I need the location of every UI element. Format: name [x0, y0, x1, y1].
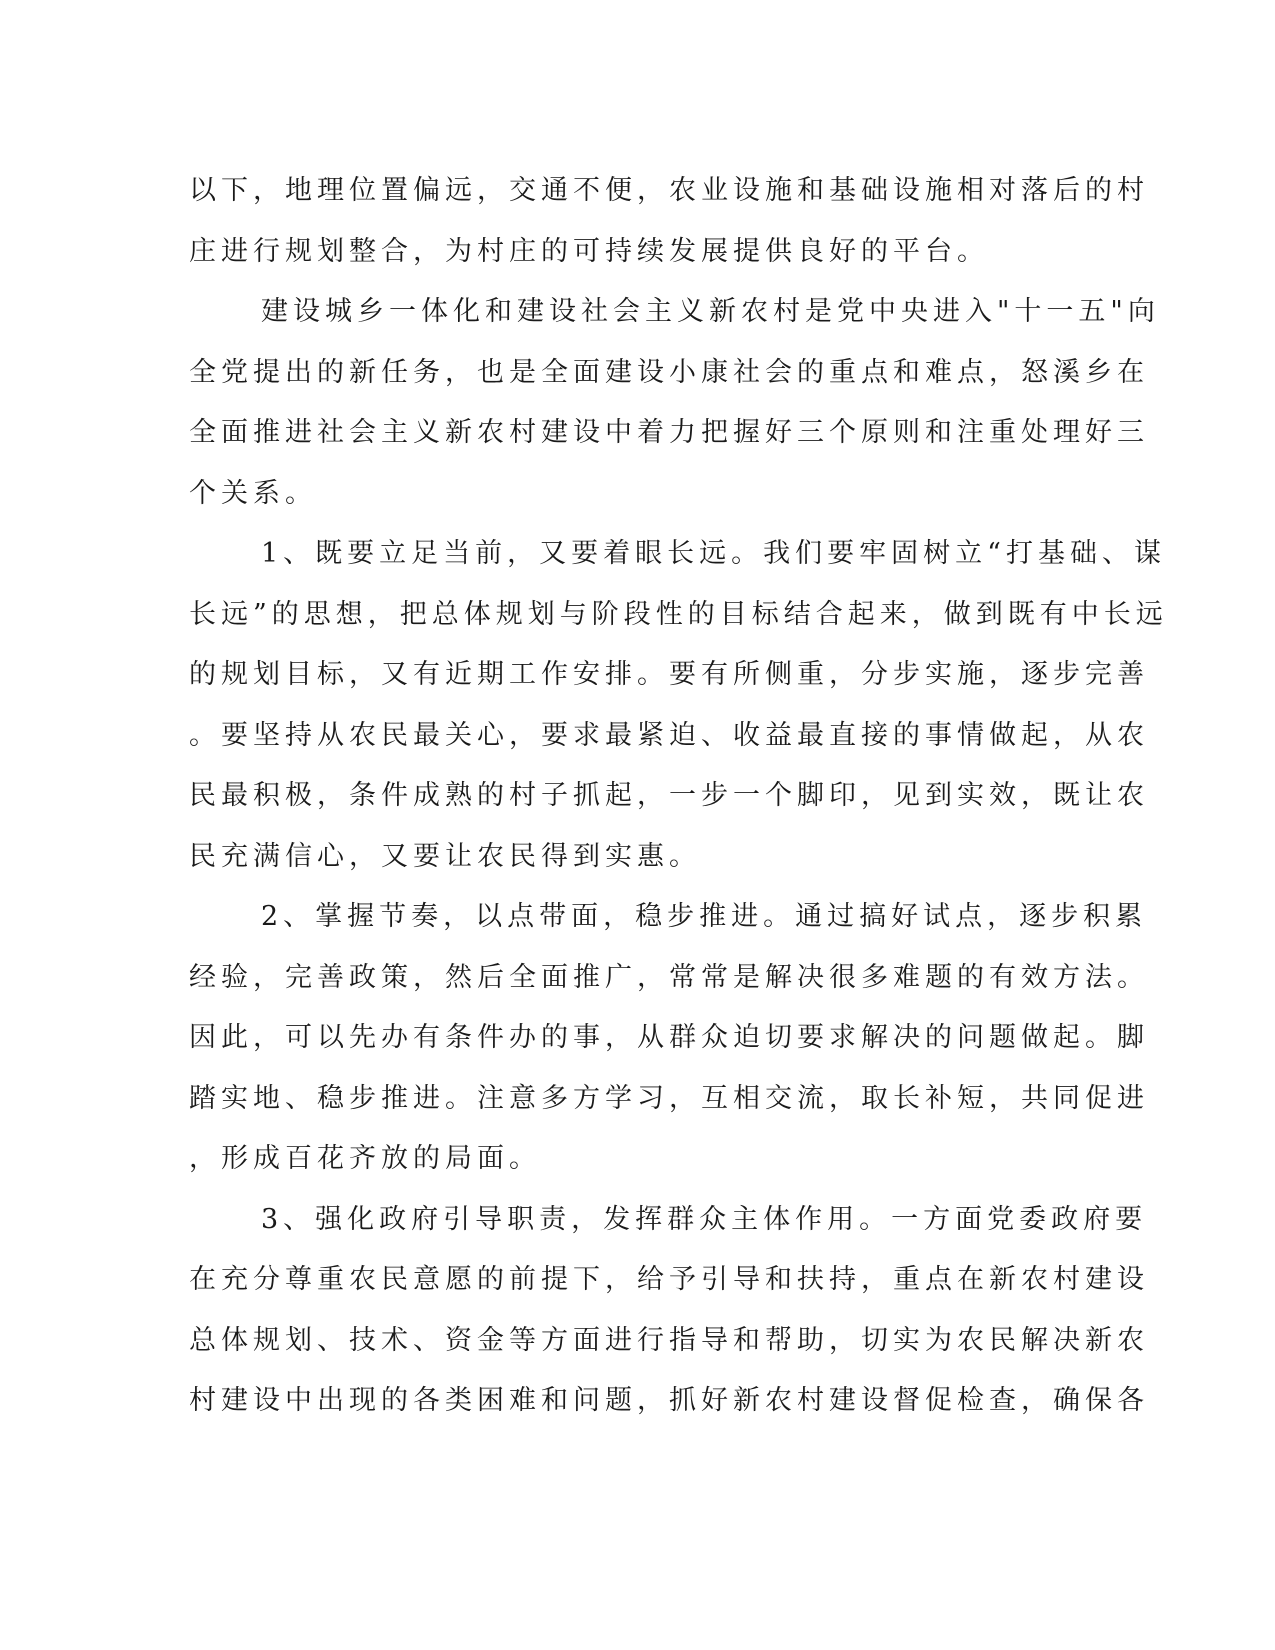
text-line: 3、强化政府引导职责，发挥群众主体作用。一方面党委政府要 — [261, 1203, 1148, 1235]
text-line: 个关系。 — [189, 477, 317, 509]
paragraph-4 — [189, 887, 1149, 1190]
text-line: 建设城乡一体化和建设社会主义新农村是党中央进入"十一五"向 — [261, 296, 1160, 327]
paragraph-2 — [189, 282, 1160, 524]
text-line: 以下，地理位置偏远，交通不便，农业设施和基础设施相对落后的村 — [189, 175, 1149, 206]
text-line: 。要坚持从农民最关心，要求最紧迫、收益最直接的事情做起，从农 — [189, 719, 1149, 751]
text-line: 民充满信心，又要让农民得到实惠。 — [189, 840, 701, 872]
paragraph-1 — [189, 161, 1149, 282]
text-line: 踏实地、稳步推进。注意多方学习，互相交流，取长补短，共同促进 — [189, 1082, 1149, 1114]
text-line: 因此，可以先办有条件办的事，从群众迫切要求解决的问题做起。脚 — [189, 1022, 1149, 1053]
text-line: ，形成百花齐放的局面。 — [189, 1143, 541, 1174]
text-line: 全面推进社会主义新农村建设中着力把握好三个原则和注重处理好三 — [189, 417, 1149, 448]
text-line: 民最积极，条件成熟的村子抓起，一步一个脚印，见到实效，既让农 — [189, 780, 1149, 811]
text-line: 经验，完善政策，然后全面推广，常常是解决很多难题的有效方法。 — [189, 961, 1149, 993]
paragraph-5 — [189, 1190, 1149, 1432]
document-body — [189, 161, 1168, 1432]
text-line: 2、掌握节奏，以点带面，稳步推进。通过搞好试点，逐步积累 — [261, 901, 1148, 932]
text-line: 全党提出的新任务，也是全面建设小康社会的重点和难点，怒溪乡在 — [189, 356, 1149, 388]
text-line: 在充分尊重农民意愿的前提下，给予引导和扶持，重点在新农村建设 — [189, 1264, 1149, 1295]
paragraph-3 — [189, 524, 1168, 887]
text-line: 1、既要立足当前，又要着眼长远。我们要牢固树立“打基础、谋 — [261, 538, 1166, 569]
text-line: 庄进行规划整合，为村庄的可持续发展提供良好的平台。 — [189, 235, 989, 267]
text-line: 村建设中出现的各类困难和问题，抓好新农村建设督促检查，确保各 — [189, 1385, 1149, 1416]
text-line: 的规划目标，又有近期工作安排。要有所侧重，分步实施，逐步完善 — [189, 659, 1149, 690]
text-line: 总体规划、技术、资金等方面进行指导和帮助，切实为农民解决新农 — [189, 1324, 1149, 1356]
text-line: 长远”的思想，把总体规划与阶段性的目标结合起来，做到既有中长远 — [189, 598, 1168, 630]
